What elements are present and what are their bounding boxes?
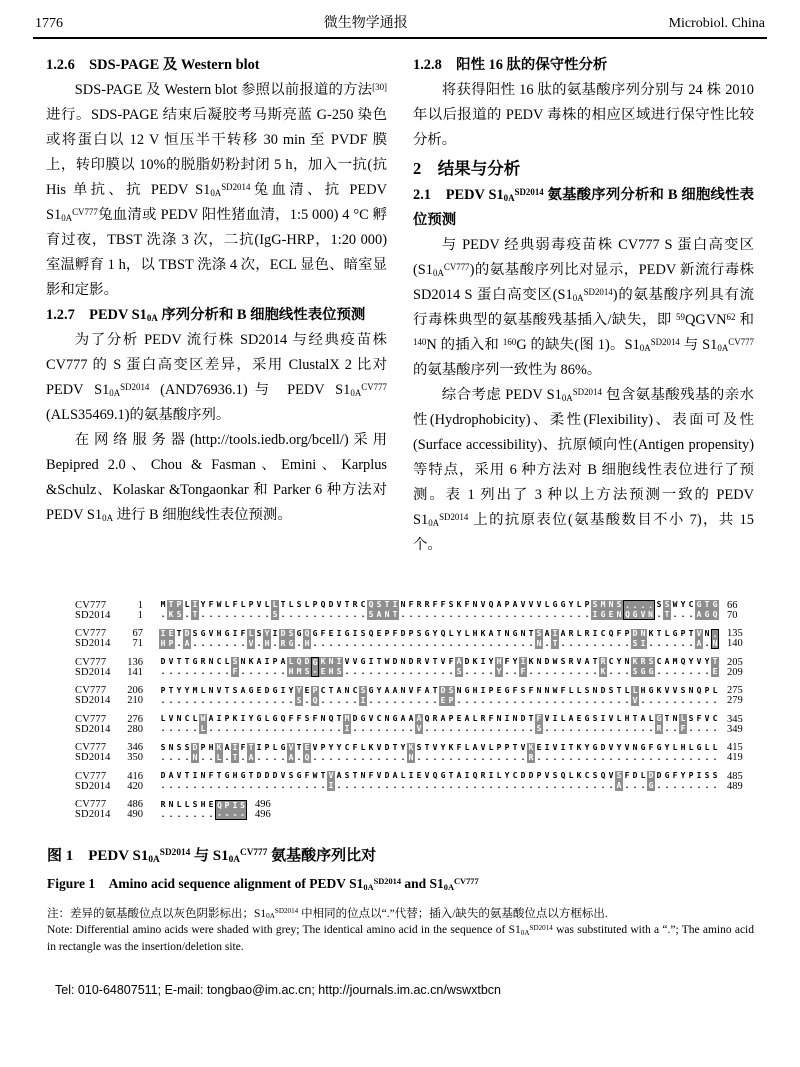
alignment-block	[75, 629, 767, 649]
figure-caption-zh: 图 1 PEDV $S1_{0A}^{SD2014}$ 与 $S1_{0A}^{CV777}$ 氨基酸序列比对	[47, 847, 377, 866]
residue-start-number: 141	[127, 666, 143, 678]
alignment-block	[75, 686, 767, 706]
paragraph: 与 PEDV 经典弱毒疫苗株 CV777 S 蛋白高变区$(S1_{0A}^{CV777})$的氨基酸序列比对显示，PEDV 新流行毒株 SD2014 S 蛋白高变区$(S1_{0A}^{SD2014})$的氨基酸序列具有流行毒株典型的氨基酸残基插入/缺失，即 $^{59}$QGVN$^{62}$ 和 $^{140}$N 的插入和 $^{160}$G 的缺失(图 1)。$S1_{0A}^{SD2014}$ 与 $S1_{0A}^{CV777}$ 的氨基酸序列一致性为 86%。	[413, 237, 754, 378]
sequence-chars: . . . . N . . L . T . A . . . . A . Q . . . . . . . . . . . . N . . . . . . . . . . . . . . R . . . . . . . . . . . . . . . . . . . . . . .	[160, 752, 718, 762]
section-heading: 1.2.8 阳性 16 肽的保守性分析	[413, 57, 608, 73]
sequence-label: SD2014	[75, 780, 111, 792]
left-column	[46, 53, 387, 558]
alignment-row-cv777	[75, 657, 767, 667]
sequence-chars: D A V T I N F T G H G T D D D V S G F W T V A S T N F V D A L I E V Q G T A I Q R I L Y C D D P V S Q L K C S Q V S F D L D D G F Y P I S S	[160, 771, 718, 780]
sequence-label: SD2014	[75, 638, 111, 649]
alignment-row-sd2014	[75, 781, 767, 791]
section-heading: 2.1 PEDV $S1_{0A}^{SD2014}$ 氨基酸序列分析和 B 细胞线性表位预测	[413, 186, 754, 228]
sequence-label: CV777	[75, 685, 107, 696]
residue-end-number: 345	[727, 713, 743, 725]
residue-end-number: 70	[727, 609, 738, 621]
sequence-label: CV777	[75, 770, 107, 782]
residue-end-number: 349	[727, 723, 743, 735]
alignment-block	[75, 657, 767, 677]
alignment-block	[75, 714, 767, 734]
figure-note-zh: 注：差异的氨基酸位点以灰色阴影标出；$S1_{0A}^{SD2014}$ 中相同的位点以“.”代替；插入/缺失的氨基酸位点以方框标出.	[47, 907, 608, 921]
journal-title-zh: 微生物学通报	[323, 16, 408, 31]
section-heading: 1.2.7 PEDV $S1_{0A}$ 序列分析和 B 细胞线性表位预测	[46, 307, 366, 324]
sequence-label: CV777	[75, 742, 107, 753]
residue-start-number: 276	[127, 713, 143, 725]
residue-end-number: 496	[255, 799, 271, 810]
residue-end-number: 66	[727, 599, 738, 611]
alignment-row-sd2014	[75, 667, 767, 677]
residue-start-number: 420	[127, 780, 143, 792]
alignment-block	[75, 771, 767, 791]
sequence-chars: I E T D S G V H G I F L S Y I D S G Q G F E I G I S Q E P F D P S G Y Q L Y L H K A T N G N T S A I A R L R I C Q F P D N K T L G P T V N .	[160, 628, 718, 639]
residue-end-number: 279	[727, 695, 743, 706]
residue-end-number: 415	[727, 742, 743, 753]
residue-start-number: 490	[127, 809, 143, 820]
sequence-label: SD2014	[75, 666, 111, 678]
sequence-label: CV777	[75, 799, 107, 810]
sequence-chars: D V T T G R N C L S N K A I P A L Q D G K N I V V G I T W D N D R V T V F A D K I Y H F Y I K N D W S R V A T R C Y N K R S C A M Q Y V Y T	[160, 657, 718, 667]
paragraph: 在网络服务器(http://tools.iedb.org/bcell/)采用 Bepipred 2.0、Chou & Fasman、Emini、Karplus &Schulz、Kolaskar &Tongaonkar 和 Parker 6 种方法对 PEDV $S1_{0A}$ 进行 B 细胞线性表位预测。	[46, 432, 387, 524]
page-header	[33, 10, 767, 39]
residue-end-number: 135	[727, 628, 743, 639]
figure-caption-en: Figure 1 Amino acid sequence alignment of PEDV $S1_{0A}^{SD2014}$ and $S1_{0A}^{CV777}$	[47, 875, 479, 892]
alignment-row-sd2014	[75, 810, 767, 820]
alignment-row-cv777	[75, 600, 767, 610]
section-heading: 2 结果与分析	[413, 159, 521, 178]
right-column	[413, 53, 754, 558]
residue-start-number: 1	[137, 609, 143, 621]
alignment-row-cv777	[75, 743, 767, 753]
alignment-row-cv777	[75, 629, 767, 639]
sequence-chars: . . . . . . . . . . . . . . . . . . . . . I . . . . . . . . . . . . . . . . . . . . . . . . . . . . . . . . . . . A . . . G . . . . . . . .	[160, 781, 718, 790]
alignment-row-sd2014	[75, 639, 767, 649]
residue-start-number: 346	[127, 742, 143, 753]
alignment-row-sd2014	[75, 724, 767, 734]
residue-end-number: 419	[727, 752, 743, 763]
sequence-label: CV777	[75, 599, 107, 611]
page-number: 1776	[35, 16, 63, 31]
sequence-alignment-figure	[75, 600, 767, 820]
sequence-chars: . . . . . L . . . . . . . . . . . . . . . . . I . . . . . . . . V . . . . . . . . . . . . . . S . . . . . . . . . . . . . . R . . F . . . .	[160, 724, 718, 733]
sequence-label: CV777	[75, 713, 107, 725]
sequence-label: SD2014	[75, 609, 111, 621]
residue-start-number: 71	[132, 638, 143, 649]
sequence-label: SD2014	[75, 723, 111, 735]
residue-start-number: 350	[127, 752, 143, 763]
sequence-chars: . K S . T . . . . . . . . . S . . . . . . . . . . . S A N T . . . . . . . . . . . . . . . . . . . . . . . . I G E N Q G V N . T . . . A G Q	[160, 610, 718, 619]
sequence-chars: S N S S D P H K A I F T I P L G V T E V P Y Y C F L K V D T Y K S T V Y K F L A V L P P T V K E I V I T K Y G D V Y V N G F G Y L H L G L L	[160, 742, 718, 752]
section-heading: 1.2.6 SDS-PAGE 及 Western blot	[46, 57, 260, 73]
sequence-chars: R N L L S H E Q P I S	[159, 800, 247, 810]
alignment-block	[75, 600, 767, 620]
alignment-block	[75, 743, 767, 763]
residue-start-number: 67	[132, 628, 143, 639]
page-footer	[55, 983, 767, 997]
alignment-row-cv777	[75, 800, 767, 810]
residue-end-number: 205	[727, 656, 743, 668]
sequence-chars: P T Y Y M L N V T S A G E D G I Y Y E P C T A N C S G Y A A N V F A T D S N G H I P E G F S F N N W F L L S N D S T L L H G K V V S N Q P L	[160, 685, 718, 695]
alignment-row-cv777	[75, 714, 767, 724]
residue-end-number: 489	[727, 780, 743, 792]
sequence-chars: M T P L I Y F W L F L P V L L T L S L P Q D V T R C Q S T I N F R R F F S K F N V Q A P A V V V L G G Y L P S M N S . . . . S S W Y C G T G	[160, 600, 718, 610]
sequence-label: CV777	[75, 656, 107, 668]
paragraph: 综合考虑 PEDV $S1_{0A}^{SD2014}$ 包含氨基酸残基的亲水性(Hydrophobicity)、柔性(Flexibility)、表面可及性(Surface accessibility)、抗原倾向性(Antigen propensity)等特点，采用 6 种方法对 B 细胞线性表位进行了预测。表 1 列出了 3 种以上方法预测一致的 PEDV $S1_{0A}^{SD2014}$ 上的抗原表位(氨基酸数目不小 7)，共 15 个。	[413, 386, 754, 553]
contact-line: Tel: 010-64807511; E-mail: tongbao@im.ac.cn; http://journals.im.ac.cn/wswxtbcn	[55, 983, 502, 997]
residue-start-number: 416	[127, 770, 143, 782]
residue-end-number: 485	[727, 770, 743, 782]
alignment-row-cv777	[75, 771, 767, 781]
sequence-label: SD2014	[75, 695, 111, 706]
paragraph: SDS-PAGE 及 Western blot 参照以前报道的方法[30]进行。SDS-PAGE 结束后凝胶考马斯亮蓝 G-250 染色或将蛋白以 12 V 恒压半干转移 30 min 至 PVDF 膜上，转印膜以 10%的脱脂奶粉封闭 5 h，加入一抗(抗 His 单抗、抗 PEDV $S1_{0A}^{SD2014}$兔血清、抗 PEDV $S1_{0A}^{CV777}$兔血清或 PEDV 阳性猪血清，1:5 000) 4 °C 孵育过夜，TBST 洗涤 3 次，二抗(IgG-HRP，1:20 000)室温孵育 1 h，以 TBST 洗涤 4 次，ECL 显色、暗室显影和定影。	[46, 81, 387, 298]
sequence-chars: . . . . . . . . . . . . . . . . . S . Q . . . . . I . . . . . . . . . E P . . . . . . . . . . . . . . . . . . . . . . V . . . . . . . . . .	[160, 695, 718, 705]
residue-start-number: 1	[137, 599, 143, 611]
figure-note-en: Note: Differential amino acids were shaded with grey; The identical amino acid in the sequence of $S1_{0A}^{SD2014}$ was substituted with a “.”; The amino acid in rectangle was the insertion/deletion site.	[47, 923, 754, 953]
sequence-label: SD2014	[75, 752, 111, 763]
sequence-chars: H P . A . . . . . . . V . H . R G . H . . . . . . . . . . . . . . . . . . . . . . . . . . . . N . T . . . . . . . . . S I . . . . . . A . N	[160, 638, 718, 648]
alignment-row-sd2014	[75, 610, 767, 620]
sequence-chars: . . . . . . . - - - -	[159, 810, 247, 820]
paragraph: 将获得阳性 16 肽的氨基酸序列分别与 24 株 2010 年以后报道的 PEDV 毒株的相应区域进行保守性比较分析。	[413, 82, 754, 148]
sequence-label: SD2014	[75, 809, 111, 820]
paragraph: 为了分析 PEDV 流行株 SD2014 与经典疫苗株 CV777 的 S 蛋白高变区差异，采用 ClustalX 2 比对 PEDV $S1_{0A}^{SD2014}$ (AND76936.1)与 PEDV $S1_{0A}^{CV777}$ (ALS35469.1)的氨基酸序列。	[46, 332, 388, 423]
two-column-body	[46, 53, 754, 558]
residue-end-number: 496	[255, 809, 271, 820]
residue-end-number: 209	[727, 666, 743, 678]
residue-start-number: 486	[127, 799, 143, 810]
residue-start-number: 136	[127, 656, 143, 668]
journal-title-en: Microbiol. China	[668, 16, 765, 31]
sequence-chars: . . . . . . . . . F . . . . . . H M S - E H S . . . . . . . . . . . . . . S . . . . Y . . F . . . . . . . . . K . . . S G G . . . . . . . E	[160, 667, 718, 676]
residue-end-number: 275	[727, 685, 743, 696]
residue-end-number: 140	[727, 638, 743, 649]
alignment-row-sd2014	[75, 753, 767, 763]
alignment-row-cv777	[75, 686, 767, 696]
residue-start-number: 280	[127, 723, 143, 735]
sequence-chars: L V N C L W A I P K I Y G L G Q F F S F N Q T M D G V C N G A A A Q R A P E A L R F N I N D T F V I L A E G S I V L H T A L G T N L S F V C	[160, 714, 718, 723]
figure-caption-area	[47, 844, 754, 956]
residue-start-number: 210	[127, 695, 143, 706]
alignment-row-sd2014	[75, 696, 767, 706]
residue-start-number: 206	[127, 685, 143, 696]
alignment-block	[75, 800, 767, 820]
sequence-label: CV777	[75, 628, 107, 639]
